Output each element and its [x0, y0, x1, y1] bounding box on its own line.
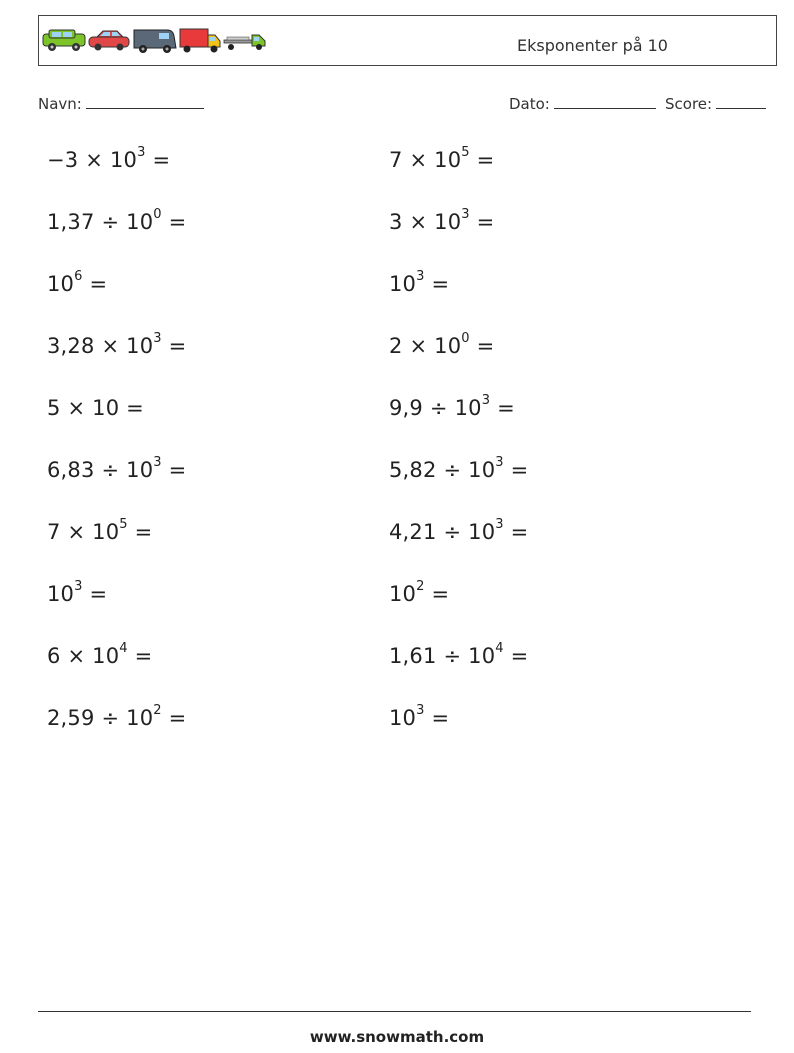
equals-sign: =	[89, 272, 108, 296]
problem-base: 10	[389, 706, 417, 730]
problem-base: 10	[92, 520, 120, 544]
equals-sign: =	[476, 210, 495, 234]
equals-sign: =	[89, 582, 108, 606]
problem-coefficient: 3	[389, 210, 403, 234]
problem-exponent: 2	[153, 703, 162, 718]
problem-exponent: 3	[153, 455, 162, 470]
date-label: Dato:	[509, 95, 550, 113]
problem-coefficient: 5,82	[389, 458, 437, 482]
problem-coefficient: 4,21	[389, 520, 437, 544]
problem-exponent: 3	[481, 393, 491, 408]
problem-base: 10	[389, 272, 417, 296]
problem-exponent: 3	[461, 207, 470, 222]
problem-base: 10	[109, 148, 138, 172]
problem-exponent: 3	[416, 269, 425, 284]
equals-sign: =	[497, 396, 515, 420]
problem-base: 10	[468, 520, 496, 544]
sheet-title: Eksponenter på 10	[517, 36, 668, 55]
equals-sign: =	[431, 706, 450, 730]
problem-base: 10	[126, 334, 154, 358]
problem-item	[389, 641, 529, 668]
operator-symbol: ÷	[101, 210, 120, 234]
problem-base: 10	[468, 644, 496, 668]
problem-exponent: 4	[495, 641, 504, 656]
problem-item	[389, 455, 529, 482]
problem-base: 10	[126, 210, 154, 234]
equals-sign: =	[168, 334, 187, 358]
equals-sign: =	[168, 458, 187, 482]
problem-exponent: 2	[416, 579, 425, 594]
date-line[interactable]	[554, 94, 656, 109]
operator-symbol: ×	[67, 396, 86, 420]
problem-coefficient: 1,61	[389, 644, 437, 668]
equals-sign: =	[476, 334, 495, 358]
equals-sign: =	[510, 458, 529, 482]
gray-van-icon	[134, 30, 176, 53]
equals-sign: =	[126, 396, 144, 420]
problem-exponent: 0	[153, 207, 162, 222]
operator-symbol: ×	[409, 210, 428, 234]
equals-sign: =	[510, 644, 529, 668]
problem-exponent: 3	[153, 331, 162, 346]
problem-coefficient: 3,28	[47, 334, 95, 358]
footer-divider	[38, 1011, 751, 1012]
problem-base: 10	[47, 272, 75, 296]
problem-base: 10	[468, 458, 496, 482]
equals-sign: =	[134, 644, 153, 668]
problem-item	[389, 145, 495, 172]
score-line[interactable]	[716, 94, 766, 109]
problem-item	[47, 579, 108, 606]
problem-item	[47, 641, 153, 668]
equals-sign: =	[134, 520, 153, 544]
problem-base: 10	[434, 148, 462, 172]
problem-exponent: 5	[119, 517, 128, 532]
problem-coefficient: 7	[47, 520, 61, 544]
problem-item	[47, 517, 153, 544]
name-field	[38, 94, 204, 113]
name-line[interactable]	[86, 94, 204, 109]
operator-symbol: ×	[67, 520, 86, 544]
header-box	[38, 15, 777, 66]
problem-coefficient: 2,59	[47, 706, 95, 730]
operator-symbol: ×	[101, 334, 120, 358]
equals-sign: =	[152, 148, 171, 172]
operator-symbol: ÷	[101, 706, 120, 730]
problem-base: 10	[47, 582, 75, 606]
problem-item	[47, 331, 187, 358]
problem-exponent: 5	[461, 145, 470, 160]
green-car-icon	[43, 30, 85, 51]
operator-symbol: ×	[409, 148, 428, 172]
operator-symbol: ÷	[443, 458, 462, 482]
problem-base: 10	[126, 706, 154, 730]
problem-base: 10	[454, 396, 482, 420]
problem-exponent: 0	[461, 331, 470, 346]
problem-exponent: 3	[74, 579, 83, 594]
red-truck-icon	[180, 29, 220, 53]
vehicles-banner	[41, 26, 269, 56]
problem-exponent: 3	[137, 145, 146, 160]
problem-base: 10	[92, 396, 120, 420]
problem-exponent: 3	[416, 703, 425, 718]
problem-coefficient: 5	[47, 396, 61, 420]
problem-item	[389, 207, 495, 234]
problem-item	[389, 517, 529, 544]
operator-symbol: ×	[67, 644, 86, 668]
problem-coefficient: 6,83	[47, 458, 95, 482]
operator-symbol: ÷	[443, 520, 462, 544]
problem-item	[47, 207, 187, 234]
problem-coefficient: 2	[389, 334, 403, 358]
problem-item	[47, 396, 144, 420]
equals-sign: =	[168, 210, 187, 234]
problem-coefficient: 7	[389, 148, 403, 172]
score-label: Score:	[665, 95, 713, 113]
equals-sign: =	[510, 520, 529, 544]
problem-item	[389, 331, 495, 358]
name-label: Navn:	[38, 95, 82, 113]
operator-symbol: ×	[85, 148, 104, 172]
red-car-icon	[89, 31, 129, 51]
problem-coefficient: −3	[47, 148, 79, 172]
problem-item	[389, 269, 450, 296]
problem-coefficient: 9,9	[389, 396, 423, 420]
equals-sign: =	[431, 582, 450, 606]
problem-exponent: 3	[495, 517, 504, 532]
problem-exponent: 6	[74, 269, 83, 284]
score-field	[665, 94, 766, 113]
problem-base: 10	[389, 582, 417, 606]
problem-coefficient: 6	[47, 644, 61, 668]
flatbed-truck-icon	[224, 35, 265, 50]
equals-sign: =	[476, 148, 495, 172]
problem-base: 10	[92, 644, 120, 668]
problem-exponent: 3	[495, 455, 504, 470]
problem-exponent: 4	[119, 641, 128, 656]
operator-symbol: ÷	[429, 396, 448, 420]
problem-item	[47, 703, 187, 730]
equals-sign: =	[168, 706, 187, 730]
equals-sign: =	[431, 272, 450, 296]
operator-symbol: ÷	[101, 458, 120, 482]
problem-item	[47, 455, 187, 482]
operator-symbol: ×	[409, 334, 428, 358]
problem-item	[389, 703, 450, 730]
problem-base: 10	[126, 458, 154, 482]
problem-base: 10	[434, 334, 462, 358]
problem-item	[389, 579, 450, 606]
problem-item	[47, 145, 171, 172]
problem-item	[389, 393, 515, 420]
operator-symbol: ÷	[443, 644, 462, 668]
footer-site: www.snowmath.com	[309, 1028, 485, 1046]
problem-coefficient: 1,37	[47, 210, 95, 234]
problem-item	[47, 269, 108, 296]
problem-base: 10	[434, 210, 462, 234]
date-field	[509, 94, 656, 113]
